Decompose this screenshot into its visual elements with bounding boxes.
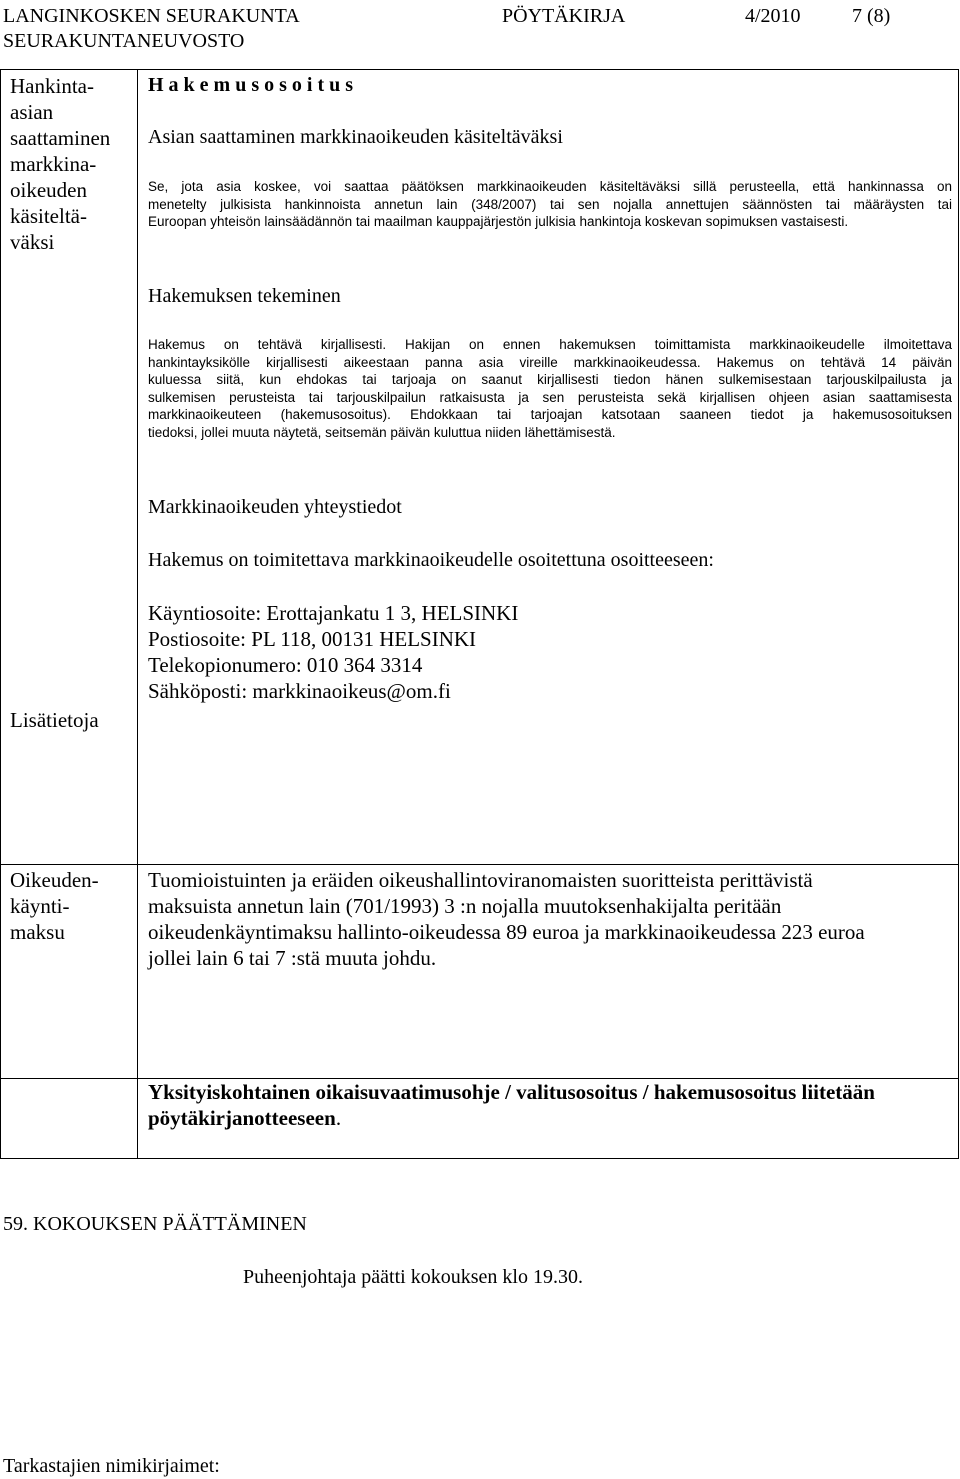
row-divider-1 [0,864,959,865]
closing-heading: 59. KOKOUKSEN PÄÄTTÄMINEN [3,1213,307,1235]
table-border-bottom [0,1158,959,1159]
closing-text: Puheenjohtaja päätti kokouksen klo 19.30. [243,1266,583,1288]
table-border-right [958,69,959,1159]
address-fax: Telekopionumero: 010 364 3314 [148,653,423,677]
paragraph-line: sulkemisen perusteista tai tarjouskilpailun ratkaisusta ja sen perusteista sekä kirjallisen ohjeen asian saattamisesta [148,389,952,405]
address-postal: Postiosoite: PL 118, 00131 HELSINKI [148,627,477,651]
side-label-line: käsiteltä- [10,204,87,228]
column-divider [137,69,138,1159]
paragraph-line: Hakemus on tehtävä kirjallisesti. Hakijan on ennen hakemuksen toimittamista markkinaoikeudelle ilmoitettava [148,337,952,352]
side-label-line: oikeuden [10,178,87,202]
paragraph-line: Se, jota asia koskee, voi saattaa päätöksen markkinaoikeuden käsiteltäväksi sillä perusteella, että hankinnassa on [148,179,952,194]
table-border-top [0,69,959,70]
appeal-subheading: Asian saattaminen markkinaoikeuden käsiteltäväksi [148,126,563,148]
side-label-line: väksi [10,230,55,254]
application-paragraph [148,336,952,424]
court-fee-text [148,867,865,971]
attachment-note [148,1079,948,1131]
side-label-oikeudenkayntimaksu [10,867,99,945]
paragraph-line: kuluessa siitä, kun ehdokas tai tarjoaja on saanut kirjallisesti tiedon hänen sulkemisestaan tarjouskilpailusta ja [148,372,952,388]
text-line: maksuista annetun lain (701/1993) 3 :n nojalla muutoksenhakijalta peritään [148,894,782,918]
appeal-paragraph-1-last: Euroopan yhteisön lainsäädännön tai maailman kauppajärjestön julkisia hankintoja koskevan sopimuksen vastaisesti. [148,214,849,229]
paragraph-line: markkinaoikeuteen (hakemusosoitus). Ehdokkaan tai tarjoajan katsotaan saaneen tiedot ja hakemusosoituksen [148,407,952,423]
side-label-line: Oikeuden- [10,868,99,892]
side-label-lisatietoja: Lisätietoja [10,708,99,732]
appeal-heading: H a k e m u s o s o i t u s [148,74,354,96]
side-label-line: käynti- [10,894,70,918]
text-line: jollei lain 6 tai 7 :stä muuta johdu. [148,946,437,970]
header-number: 4/2010 [745,5,801,27]
header-body: SEURAKUNTANEUVOSTO [3,30,245,52]
contact-heading: Markkinaoikeuden yhteystiedot [148,496,402,518]
contact-address [148,600,518,704]
header-doc-type: PÖYTÄKIRJA [502,5,626,27]
text-line: Tuomioistuinten ja eräiden oikeushallintoviranomaisten suoritteista perittävistä [148,868,813,892]
paragraph-line: hankintayksikölle kirjallisesti aikeestaan panna asia vireille markkinaoikeudessa. Hakemus on tehtävä 14 päivän [148,354,952,370]
side-label-hankinta [10,73,135,255]
signature-initials-label: Tarkastajien nimikirjaimet: [3,1455,220,1477]
contact-intro: Hakemus on toimitettava markkinaoikeudelle osoitettuna osoitteeseen: [148,549,714,571]
attachment-note-bold: Yksityiskohtainen oikaisuvaatimusohje / valitusosoitus / hakemusosoitus liitetään pöytäkirjanotteeseen [148,1080,875,1130]
text-line: oikeudenkäyntimaksu hallinto-oikeudessa 89 euroa ja markkinaoikeudessa 223 euroa [148,920,865,944]
address-visiting: Käyntiosoite: Erottajankatu 1 3, HELSINKI [148,601,519,625]
application-heading: Hakemuksen tekeminen [148,285,341,307]
address-email: Sähköposti: markkinaoikeus@om.fi [148,679,451,703]
side-label-line: asian [10,100,54,124]
appeal-paragraph-1 [148,178,952,213]
table-border-left [0,69,1,1159]
header-org: LANGINKOSKEN SEURAKUNTA [3,5,300,27]
attachment-note-tail: . [335,1106,342,1130]
paragraph-line: menetelty julkisista hankinnoista annetun lain (348/2007) tai sen nojalla annettujen säännösten tai määräysten tai [148,196,952,212]
side-label-line: maksu [10,920,65,944]
side-label-line: Hankinta- [10,74,94,98]
side-label-line: markkina- [10,152,97,176]
header-page: 7 (8) [852,5,891,27]
application-paragraph-last: tiedoksi, jollei muuta näytetä, seitsemän päivän kuluttua niiden lähettämisestä. [148,425,616,440]
side-label-line: saattaminen [10,126,111,150]
